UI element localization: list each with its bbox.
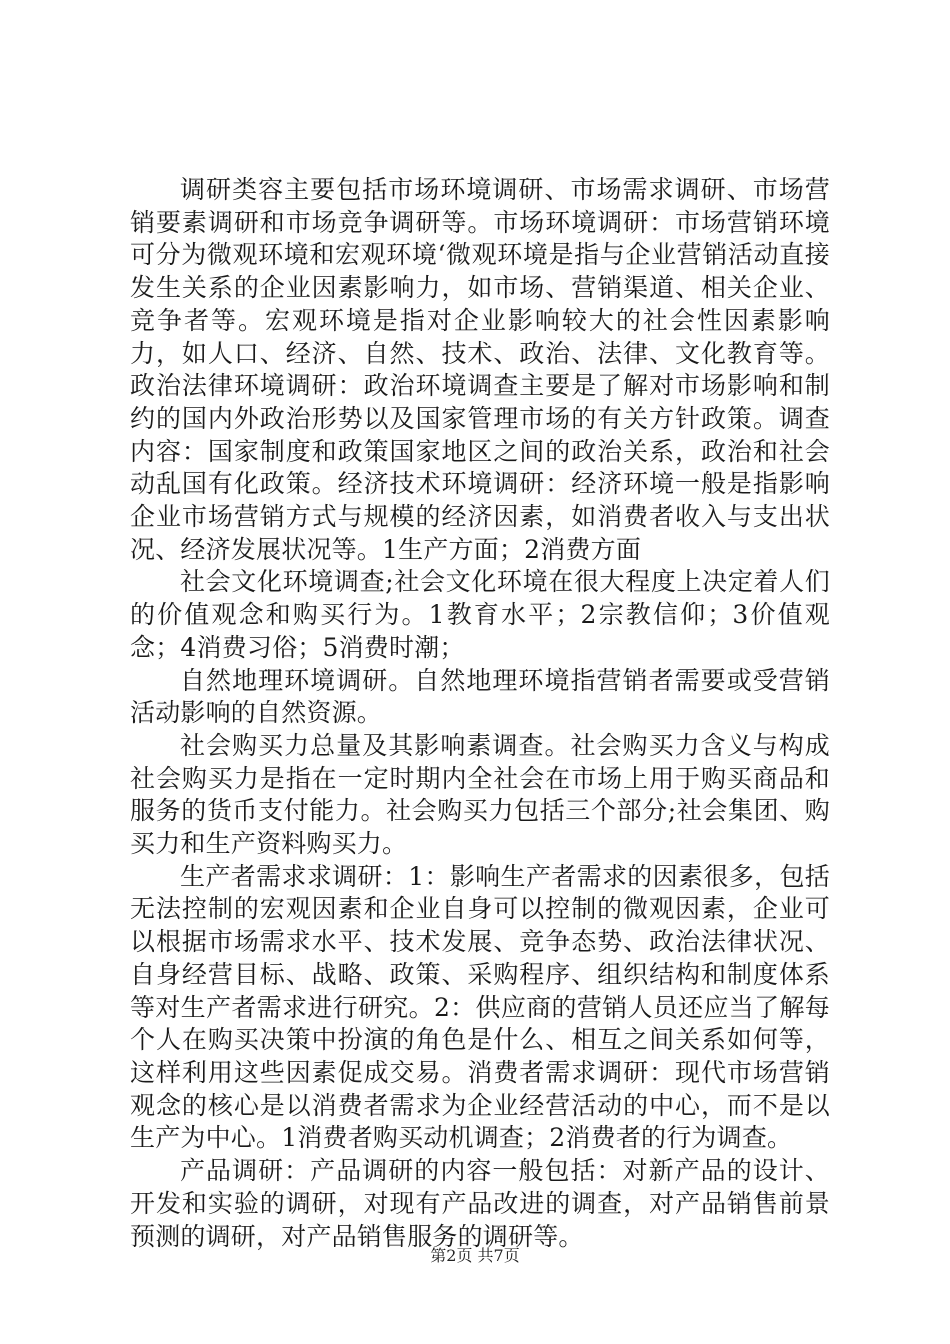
paragraph-producer-demand: 生产者需求求调研：1：影响生产者需求的因素很多，包括无法控制的宏观因素和企业自身可以控制的微观因素，企业可以根据市场需求水平、技术发展、竞争态势、政治法律状况、自身经营目标、战略、政策、采购程序、组织结构和制度体系等对生产者需求进行研究。2：供应商的营销人员还应当了解每个人在购买决策中扮演的角色是什么、相互之间关系如何等，这样利用这些因素促成交易。消费者需求调研：现代市场营销观念的核心是以消费者需求为企业经营活动的中心，而不是以生产为中心。1消费者购买动机调查；2消费者的行为调查。 <box>130 861 830 1153</box>
paragraph-market-research-content: 调研类容主要包括市场环境调研、市场需求调研、市场营销要素调研和市场竞争调研等。市场环境调研：市场营销环境可分为微观环境和宏观环境‘微观环境是指与企业营销活动直接发生关系的企业因素影响力，如市场、营销渠道、相关企业、竞争者等。宏观环境是指对企业影响较大的社会性因素影响力，如人口、经济、自然、技术、政治、法律、文化教育等。政治法律环境调研：政治环境调查主要是了解对市场影响和制约的国内外政治形势以及国家管理市场的有关方针政策。调查内容：国家制度和政策国家地区之间的政治关系，政治和社会动乱国有化政策。经济技术环境调研：经济环境一般是指影响企业市场营销方式与规模的经济因素，如消费者收入与支出状况、经济发展状况等。1生产方面；2消费方面 <box>130 175 830 564</box>
paragraph-purchasing-power: 社会购买力总量及其影响素调查。社会购买力含义与构成社会购买力是指在一定时期内全社会在市场上用于购买商品和服务的货币支付能力。社会购买力包括三个部分;社会集团、购买力和生产资料购买力。 <box>130 730 830 859</box>
page-number-footer: 第2页 共7页 <box>430 1246 520 1265</box>
paragraph-social-culture: 社会文化环境调查;社会文化环境在很大程度上决定着人们的价值观念和购买行为。1教育水平；2宗教信仰；3价值观念；4消费习俗；5消费时潮； <box>130 567 830 662</box>
paragraph-natural-geography: 自然地理环境调研。自然地理环境指营销者需要或受营销活动影响的自然资源。 <box>130 665 830 728</box>
document-body <box>130 174 830 1253</box>
paragraph-product-research: 产品调研：产品调研的内容一般包括：对新产品的设计、开发和实验的调研，对现有产品改进的调查，对产品销售前景预测的调研，对产品销售服务的调研等。 <box>130 1156 830 1251</box>
